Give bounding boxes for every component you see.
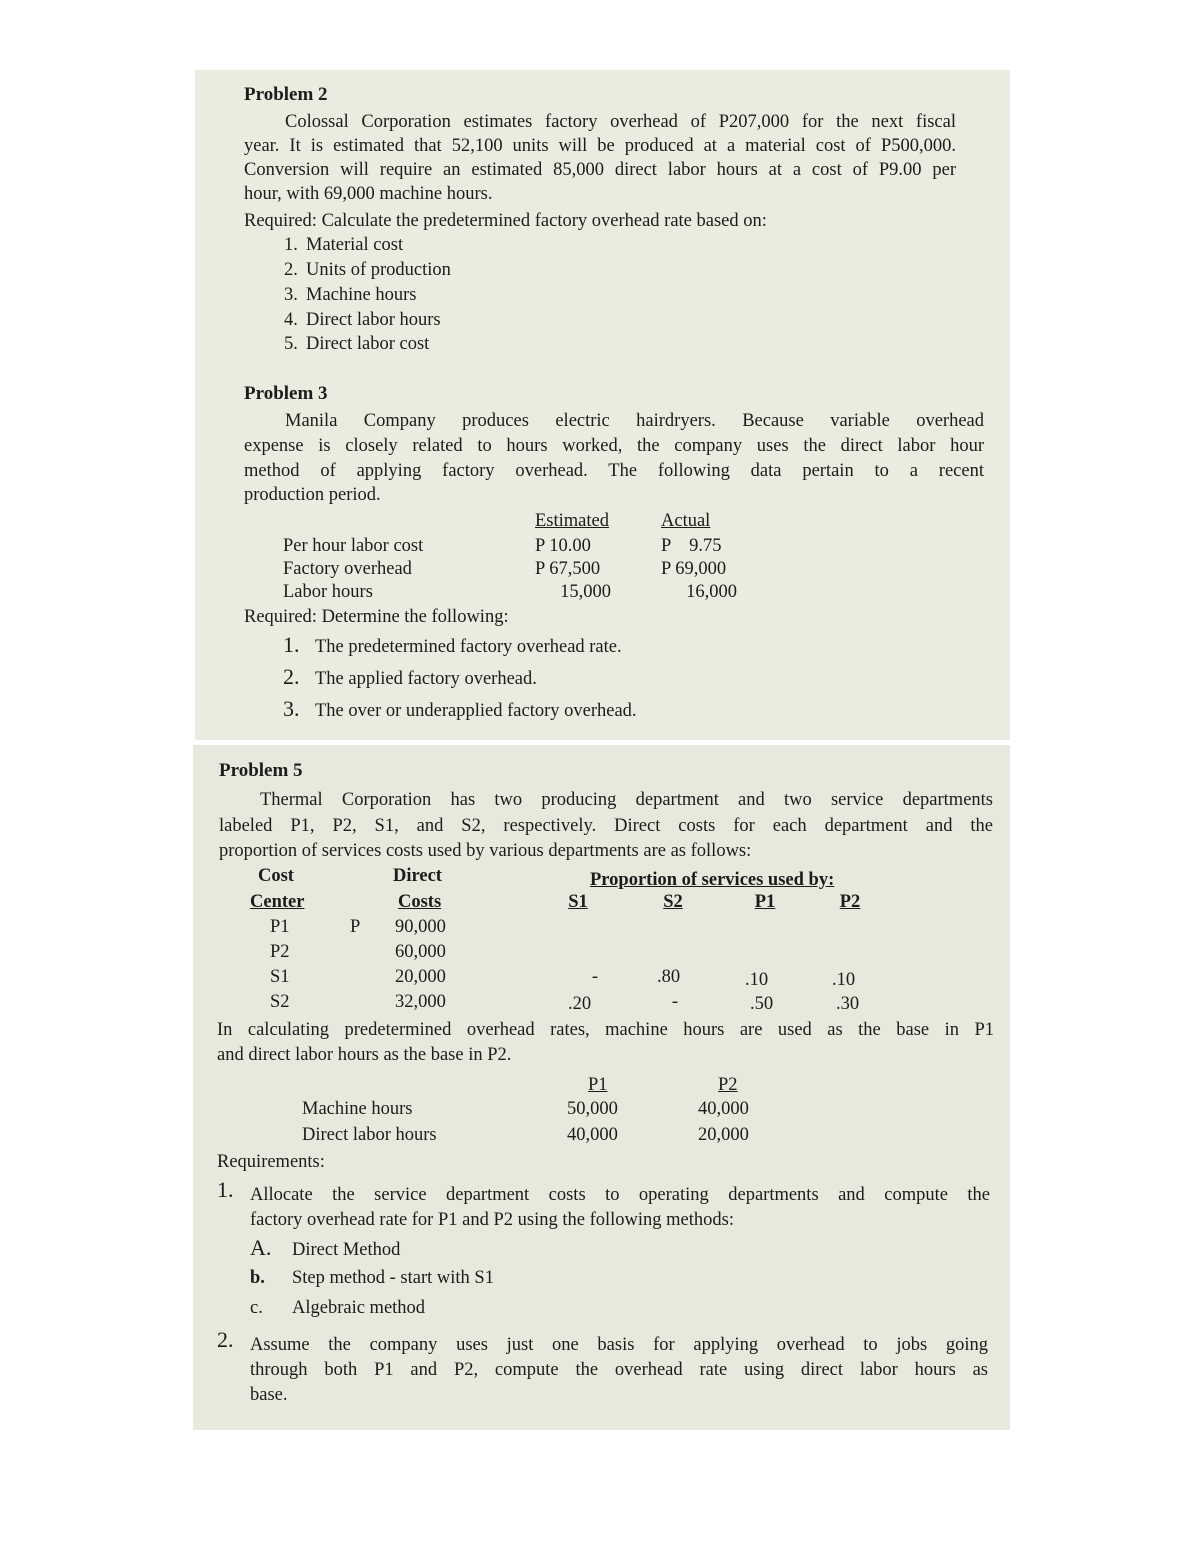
problem3-row-est: P 67,500 bbox=[535, 559, 601, 579]
problem2-title: Problem 2 bbox=[244, 84, 328, 105]
problem5-base-p1: 40,000 bbox=[567, 1125, 618, 1145]
problem3-para-line: production period. bbox=[244, 485, 381, 505]
problem5-req2-number: 2. bbox=[217, 1327, 234, 1352]
problem5-hdr-direct: Direct bbox=[393, 866, 442, 886]
problem5-row-center: S1 bbox=[270, 967, 290, 987]
problem2-para-line: year. It is estimated that 52,100 units will be produced at a material cost of P500,000. bbox=[244, 136, 956, 156]
problem5-base-label: Machine hours bbox=[302, 1099, 413, 1119]
problem5-hdr-cost: Cost bbox=[258, 866, 294, 886]
problem5-title: Problem 5 bbox=[219, 760, 303, 781]
problem5-row-p2: .10 bbox=[832, 970, 856, 990]
problem3-row-act: P 69,000 bbox=[661, 559, 727, 579]
problem5-base-p2: 40,000 bbox=[698, 1099, 749, 1119]
problem3-row-label: Labor hours bbox=[283, 582, 373, 602]
problem2-item: 1. Material cost bbox=[284, 235, 404, 255]
problem5-row-cost: 20,000 bbox=[395, 967, 446, 987]
problem5-row-p1: .50 bbox=[750, 994, 774, 1014]
problem5-method: b. Step method - start with S1 bbox=[250, 1268, 494, 1288]
problem5-req2-line: through both P1 and P2, compute the overhead rate using direct labor hours as bbox=[250, 1360, 988, 1380]
problem5-row-cost: 60,000 bbox=[395, 942, 446, 962]
problem3-row-est: P 10.00 bbox=[535, 536, 591, 556]
problem5-row-cost: 90,000 bbox=[395, 917, 446, 937]
problem5-req2-line: Assume the company uses just one basis for applying overhead to jobs going bbox=[250, 1335, 988, 1355]
problem3-item: 2. The applied factory overhead. bbox=[283, 664, 537, 689]
problem5-base-col-p2: P2 bbox=[718, 1075, 738, 1095]
problem5-row-s1: - bbox=[591, 967, 599, 987]
problem2-required: Required: Calculate the predetermined factory overhead rate based on: bbox=[244, 211, 767, 231]
problem5-hdr-s1: S1 bbox=[568, 892, 588, 912]
problem2-item: 3. Machine hours bbox=[284, 285, 417, 305]
problem5-hdr-p2: P2 bbox=[839, 892, 861, 912]
problem5-para-line: proportion of services costs used by various departments are as follows: bbox=[219, 841, 752, 861]
problem5-row-cost: 32,000 bbox=[395, 992, 446, 1012]
problem3-col-estimated: Estimated bbox=[535, 511, 609, 531]
problem3-para-line: Manila Company produces electric hairdryers. Because variable overhead bbox=[285, 411, 984, 431]
problem5-row-p1: .10 bbox=[745, 970, 769, 990]
problem5-requirements: Requirements: bbox=[217, 1152, 325, 1172]
problem5-row-s2: .80 bbox=[657, 967, 681, 987]
problem5-req1-line: Allocate the service department costs to operating departments and compute the bbox=[250, 1185, 990, 1205]
problem5-hdr-s2: S2 bbox=[663, 892, 683, 912]
problem5-row-center: P2 bbox=[270, 942, 290, 962]
problem5-hdr-p1: P1 bbox=[754, 892, 776, 912]
problem3-row-est: 15,000 bbox=[560, 582, 611, 602]
problem3-row-label: Per hour labor cost bbox=[283, 536, 424, 556]
problem3-row-act: 16,000 bbox=[686, 582, 737, 602]
problem3-title: Problem 3 bbox=[244, 383, 328, 404]
problem3-col-actual: Actual bbox=[661, 511, 711, 531]
problem3-row-label: Factory overhead bbox=[283, 559, 412, 579]
problem2-item: 2. Units of production bbox=[284, 260, 451, 280]
problem3-para-line: expense is closely related to hours worked, the company uses the direct labor hour bbox=[244, 436, 984, 456]
problem5-base-col-p1: P1 bbox=[588, 1075, 608, 1095]
problem5-row-center: S2 bbox=[270, 992, 290, 1012]
problem5-currency: P bbox=[350, 917, 361, 937]
problem5-para-line: Thermal Corporation has two producing department and two service departments bbox=[260, 790, 993, 810]
problem5-req1-number: 1. bbox=[217, 1177, 234, 1202]
problem5-hdr-center: Center bbox=[250, 892, 305, 912]
problem3-row-act: P 9.75 bbox=[661, 536, 722, 556]
problem3-para-line: method of applying factory overhead. The following data pertain to a recent bbox=[244, 461, 984, 481]
problem5-req2-line: base. bbox=[250, 1385, 288, 1405]
problem5-row-p2: .30 bbox=[836, 994, 860, 1014]
problem5-bases-line: In calculating predetermined overhead rates, machine hours are used as the base in P1 bbox=[217, 1020, 994, 1040]
problem5-base-label: Direct labor hours bbox=[302, 1125, 437, 1145]
problem2-para-line: Colossal Corporation estimates factory overhead of P207,000 for the next fiscal bbox=[285, 112, 956, 132]
problem2-item: 4. Direct labor hours bbox=[284, 310, 441, 330]
problem5-hdr-costs: Costs bbox=[398, 892, 442, 912]
problem2-para-line: Conversion will require an estimated 85,000 direct labor hours at a cost of P9.00 per bbox=[244, 160, 956, 180]
problem5-row-center: P1 bbox=[270, 917, 290, 937]
problem5-method: A. Direct Method bbox=[250, 1235, 401, 1260]
problem3-item: 3. The over or underapplied factory overhead. bbox=[283, 696, 637, 721]
problem2-para-line: hour, with 69,000 machine hours. bbox=[244, 184, 493, 204]
problem5-req1-line: factory overhead rate for P1 and P2 using the following methods: bbox=[250, 1210, 734, 1230]
problem3-required: Required: Determine the following: bbox=[244, 607, 509, 627]
problem2-item: 5. Direct labor cost bbox=[284, 334, 430, 354]
problem5-row-s2: - bbox=[671, 992, 679, 1012]
problem5-hdr-proportion: Proportion of services used by: bbox=[590, 870, 835, 890]
problem5-method: c. Algebraic method bbox=[250, 1298, 426, 1318]
problem5-base-p1: 50,000 bbox=[567, 1099, 618, 1119]
problem5-row-s1: .20 bbox=[568, 994, 592, 1014]
problem5-bases-line: and direct labor hours as the base in P2. bbox=[217, 1045, 512, 1065]
problem5-base-p2: 20,000 bbox=[698, 1125, 749, 1145]
problem3-item: 1. The predetermined factory overhead rate. bbox=[283, 632, 622, 657]
problem5-para-line: labeled P1, P2, S1, and S2, respectively. Direct costs for each department and the bbox=[219, 816, 993, 836]
